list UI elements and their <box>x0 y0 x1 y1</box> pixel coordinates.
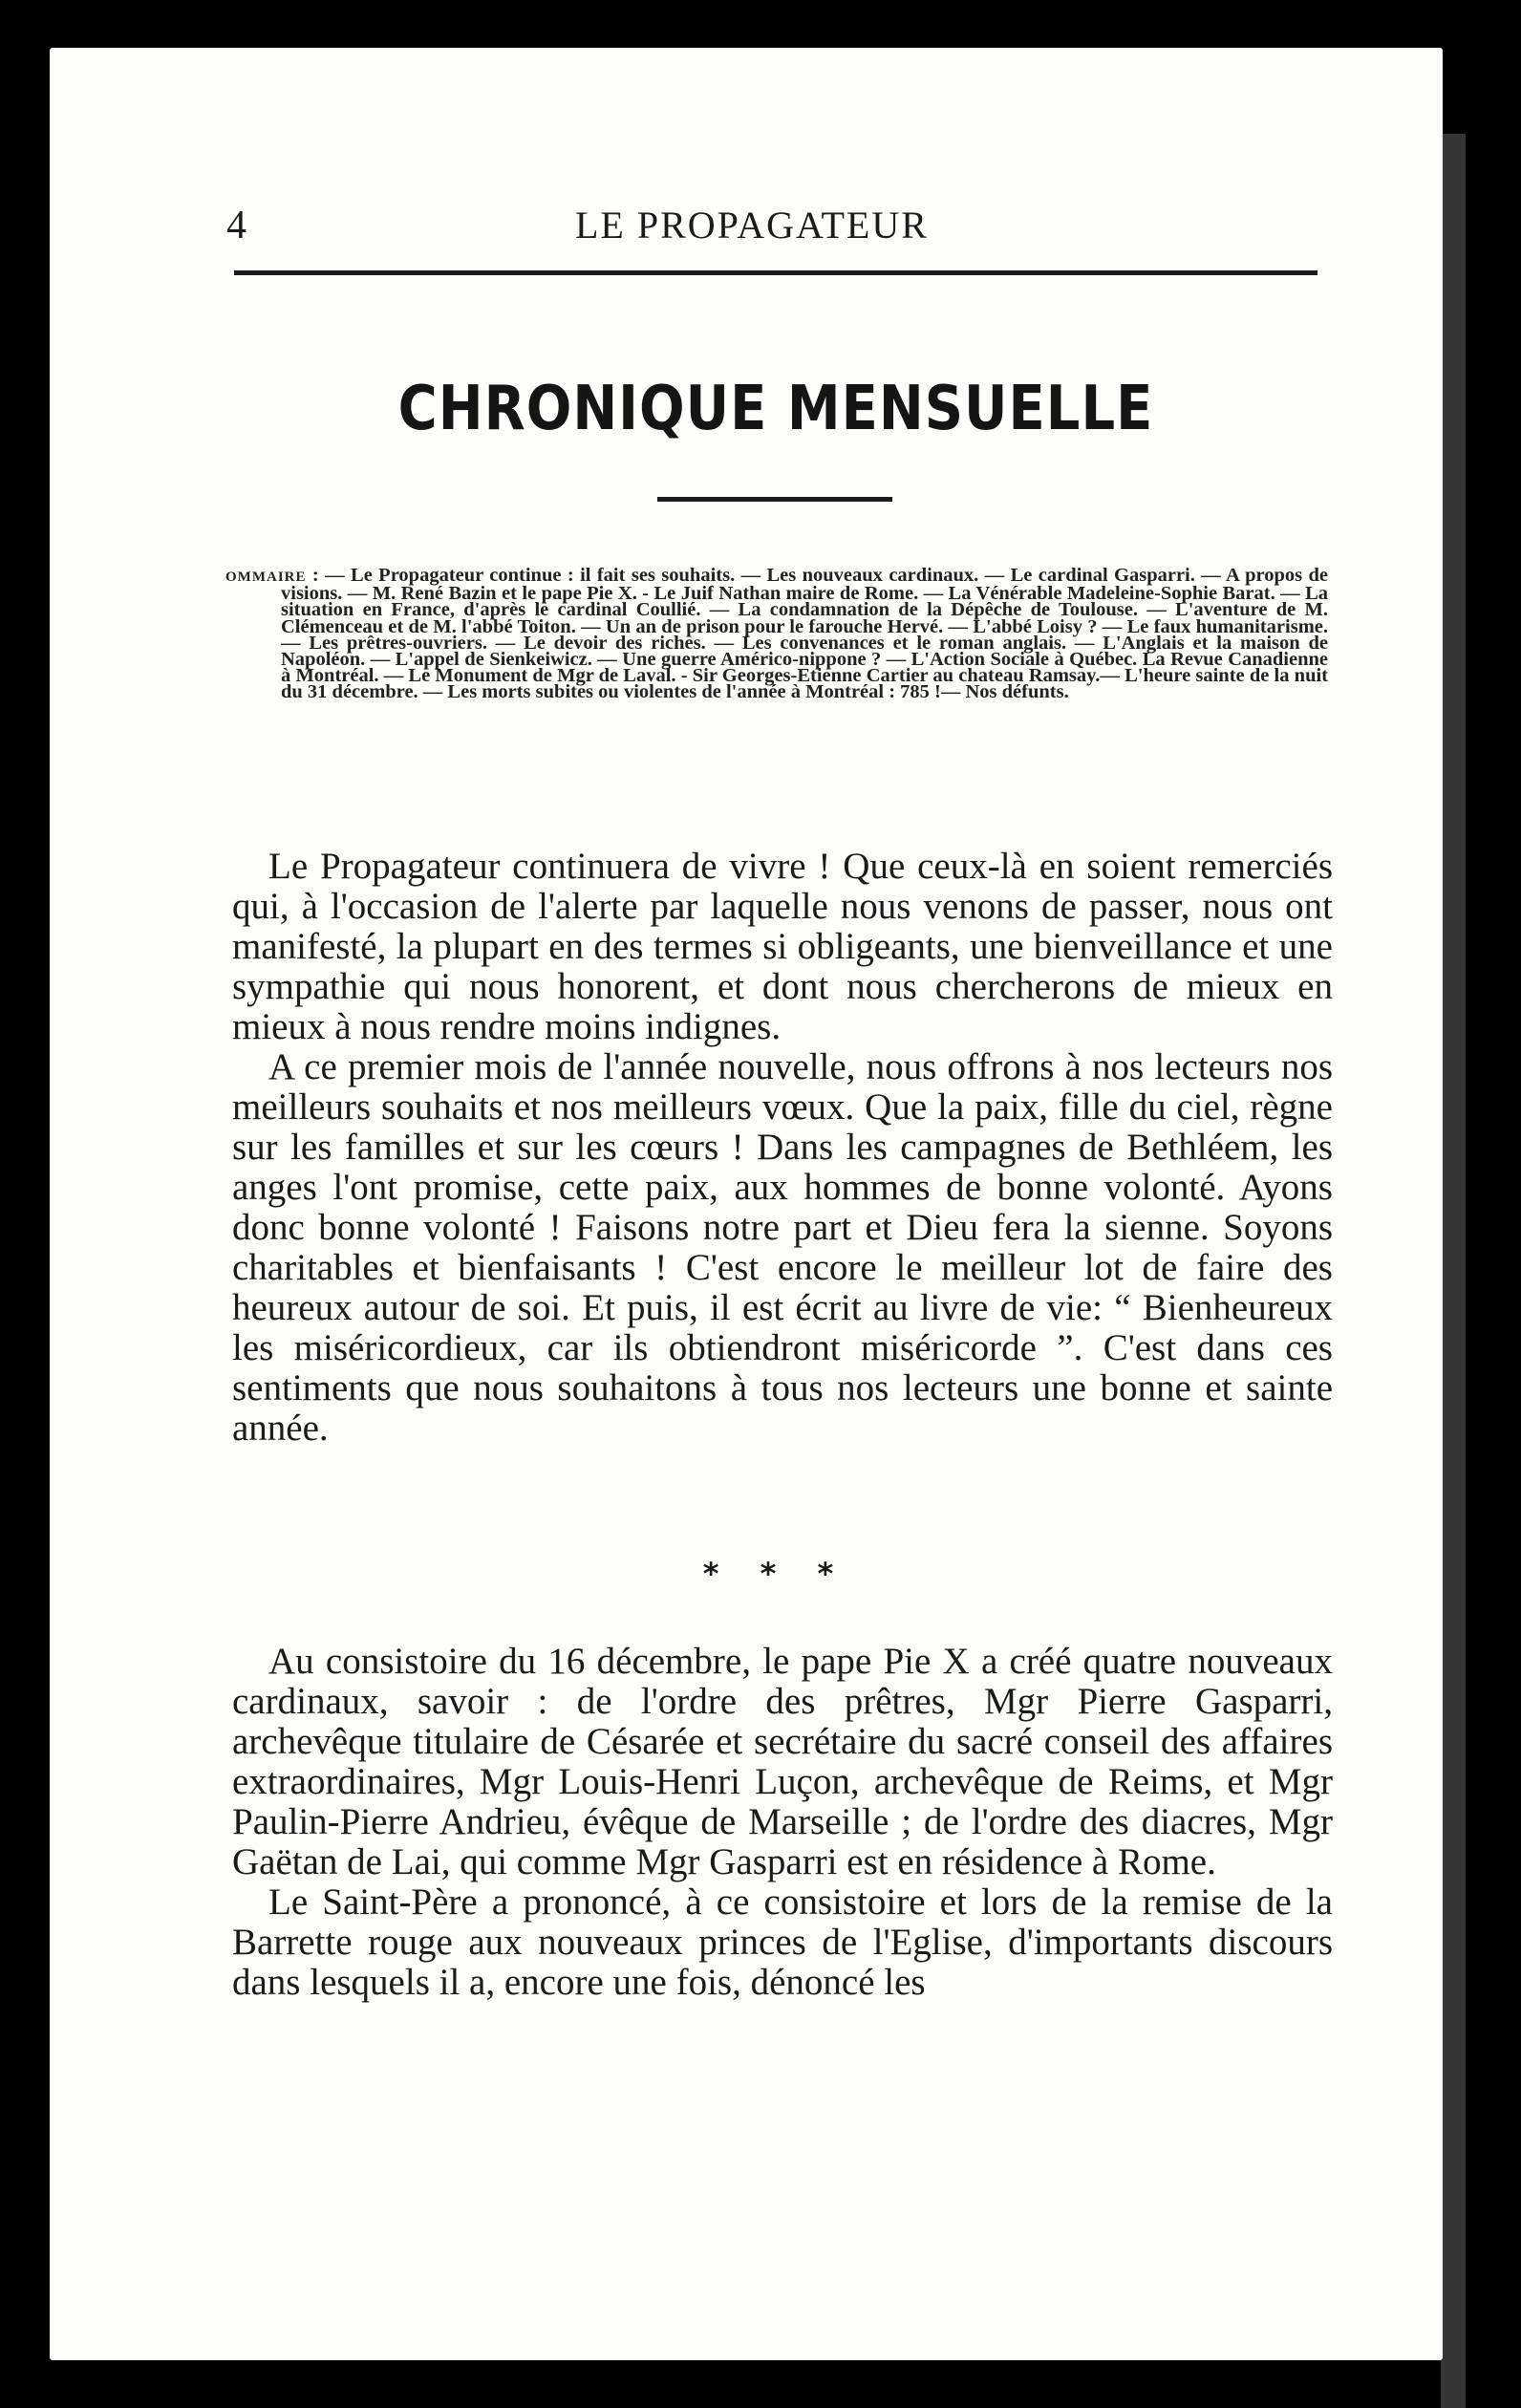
header-rule <box>234 270 1317 275</box>
article-title: CHRONIQUE MENSUELLE <box>397 373 1154 444</box>
page-edge-shadow <box>1441 134 1466 2408</box>
consistory-section <box>232 1642 1333 2003</box>
running-head <box>226 199 1316 256</box>
opening-section <box>232 847 1333 1449</box>
paragraph: Au consistoire du 16 décembre, le pape Pie X a créé quatre nouveaux cardinaux, savoir : de l'ordre des prêtres, Mgr Pierre Gasparri, archevêque titulaire de Césarée et secrétaire du sacré conseil des affaires extraordinaires, Mgr Louis-Henri Luçon, archevêque de Reims, et Mgr Paulin-Pierre Andrieu, évêque de Marseille ; de l'ordre des diacres, Mgr Gaëtan de Lai, qui comme Mgr Gasparri est en résidence à Rome. <box>232 1641 1333 1882</box>
summary-text: : — Le Propagateur continue : il fait ses souhaits. — Les nouveaux cardinaux. — Le cardinal Gasparri. — A propos de visions. — M. René Bazin et le pape Pie X. - Le Juif Nathan maire de Rome. — La Vénérable Madeleine-Sophie Barat. — La situation en France, d'après le cardinal Coullié. — La condamnation de la Dépêche de Toulouse. — L'aventure de M. Clémenceau et de M. l'abbé Toiton. — Un an de prison pour le farouche Hervé. — L'abbé Loisy ? — Le faux humanitarisme. — Les prêtres-ouvriers. — Le devoir des riches. — Les convenances et le roman anglais. — L'Anglais et la maison de Napoléon. — L'appel de Sienkeiwicz. — Une guerre Américo-nippone ? — L'Action Sociale à Québec. La Revue Canadienne à Montréal. — Le Monument de Mgr de Laval. - Sir Georges-Etienne Cartier au chateau Ramsay.— L'heure sainte de la nuit du 31 décembre. — Les morts subites ou violentes de l'année à Montréal : 785 !— Nos défunts. <box>281 565 1329 703</box>
page-number: 4 <box>226 204 246 247</box>
article-summary <box>225 565 1329 703</box>
journal-title: LE PROPAGATEUR <box>575 204 929 247</box>
paragraph: Le Saint-Père a prononcé, à ce consistoire et lors de la remise de la Barrette rouge aux nouveaux princes de l'Eglise, d'importants discours dans lesquels il a, encore une fois, dénoncé les <box>232 1881 1333 2003</box>
paragraph: A ce premier mois de l'année nouvelle, nous offrons à nos lecteurs nos meilleurs souhaits et nos meilleurs vœux. Que la paix, fille du ciel, règne sur les familles et sur les cœurs ! Dans les campagnes de Bethléem, les anges l'ont promise, cette paix, aux hommes de bonne volonté. Ayons donc bonne volonté ! Faisons notre part et Dieu fera la sienne. Soyons charitables et bienfaisants ! C'est encore le meilleur lot de faire des heureux autour de soi. Et puis, il est écrit au livre de vie: “ Bienheureux les miséricordieux, car ils obtiendront miséricorde ”. C'est dans ces sentiments que nous souhaitons à tous nos lecteurs une bonne et sainte année. <box>232 1046 1333 1449</box>
section-separator: * * * <box>702 1556 849 1592</box>
summary-label: OMMAIRE <box>225 570 307 585</box>
paragraph: Le Propagateur continuera de vivre ! Que ceux-là en soient remerciés qui, à l'occasion de l'alerte par laquelle nous venons de passer, nous ont manifesté, la plupart en des termes si obligeants, une bienveillance et une sympathie qui nous honorent, et dont nous chercherons de mieux en mieux à nous rendre moins indignes. <box>232 846 1333 1047</box>
title-rule <box>657 497 892 502</box>
